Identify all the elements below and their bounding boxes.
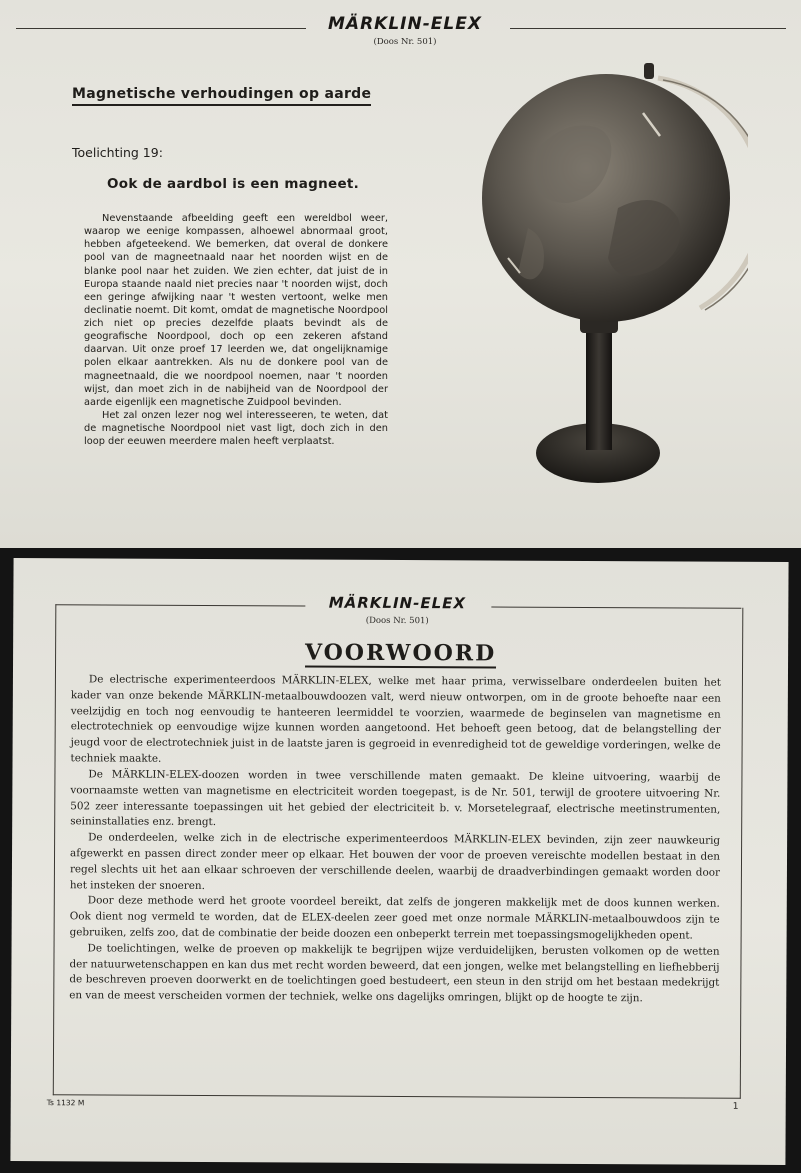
brand-title: MÄRKLIN-ELEX — [328, 14, 482, 34]
explanation-label: Toelichting 19: — [72, 145, 163, 160]
bottom-body-text — [69, 672, 721, 1007]
top-frame-line-left — [16, 28, 306, 29]
bottom-page — [10, 558, 788, 1165]
brand-subtitle: (Doos Nr. 501) — [373, 37, 437, 47]
globe-sphere — [482, 74, 730, 322]
page-number: 1 — [732, 1101, 739, 1112]
paragraph: De toelichtingen, welke de proeven op makkelijk te begrijpen wijze verduidelijken, berusten volkomen op de wetten der natuurwetenschappen en kan dus met recht worden beweerd, dat een jongen, welke met belangstelling en liefhebberij de beschreven proeven doorwerkt en de toelichtingen goed bestudeert, een steun in den strijd om het bestaan medekrijgt en van de meest verscheiden vormen der techniek, welke ons dagelijks omringen, blijkt op de hoogte te zijn. — [69, 942, 720, 1005]
globe-stem — [586, 320, 612, 450]
top-page — [0, 0, 801, 548]
paragraph: Door deze methode werd het groote voordeel bereikt, dat zelfs de jongeren makkelijk met de doos kunnen werken. Ook dient nog vermeld te worden, dat de ELEX-deelen zeer goed met onze normale MÄRKLIN-metaalbouwdoos zijn te gebruiken, zelfs zoo, dat de combinatie der beide doozen een onbeperkt terrein met toepassingsmogelijkheden opent. — [69, 894, 720, 942]
top-body-text — [84, 212, 388, 448]
brand-subtitle: (Doos Nr. 501) — [365, 615, 429, 627]
paragraph: De electrische experimenteerdoos MÄRKLIN-ELEX, welke met haar prima, verwisselbare onderdeelen buiten het kader van onze bekende MÄRKLIN-metaalbouwdoozen valt, werd nieuw ontworpen, om in de groote behoefte naar een veelzijdig en toch nog eenvoudig te hanteeren leermiddel te voorzien, waarmede de beginselen van magnetisme en electrotechniek op eenvoudige wijze kunnen worden aangetoond. Het behoeft geen betoog, dat de belangstelling der jeugd voor de electrotechniek juist in de laatste jaren is gegroeid in evenredigheid tot de geweldige vorderingen, welke de techniek maakte. — [70, 673, 721, 765]
page-title-text: VOORWOORD — [304, 639, 497, 667]
page-title — [13, 638, 788, 668]
brand-title: MÄRKLIN-ELEX — [328, 593, 467, 613]
section-title: Magnetische verhoudingen op aarde — [72, 86, 371, 106]
explanation-heading: Ook de aardbol is een magneet. — [107, 176, 360, 192]
paragraph: De onderdeelen, welke zich in de electrische experimenteerdoos MÄRKLIN-ELEX bevinden, zijn zeer nauwkeurig afgewerkt en passen direct zonder meer op elkaar. Het bouwen der voor de proeven vereischte modellen bestaat in den regel slechts uit het aan elkaar schroeven der verschillende deelen, waarbij de draadverbindingen gemaakt worden door het insteken der snoeren. — [69, 831, 721, 892]
top-frame-line-right — [510, 28, 786, 29]
paragraph: Nevenstaande afbeelding geeft een wereldbol weer, waarop we eenige kompassen, alhoewel abnormaal groot, hebben afgeteekend. We bemerken, dat overal de donkere pool van de magneetnaald naar het noorden wijst en de blanke pool naar het zuiden. We zien echter, dat juist de in Europa staande naald niet precies naar 't noorden wijst, doch een geringe afwijking naar 't westen vertoont, welke men declinatie noemt. Dit komt, omdat de magnetische Noordpool zich niet op precies dezelfde plaats bevindt als de geografische Noordpool, doch op een zekeren afstand daarvan. Uit onze proef 17 leerden we, dat ongelijknamige polen elkaar aantrekken. Als nu de donkere pool van de magneetnaald, die we noordpool noemen, naar 't noorden wijst, dan moet zich in de nabijheid van de Noordpool der aarde eigenlijk een magnetische Zuidpool bevinden. — [84, 213, 388, 408]
globe-illustration — [468, 58, 748, 498]
footer-code: Ts 1132 M — [46, 1098, 85, 1108]
paragraph: De MÄRKLIN-ELEX-doozen worden in twee verschillende maten gemaakt. De kleine uitvoering, waarbij de voornaamste wetten van magnetisme en electriciteit worden toegepast, is de Nr. 501, terwijl de grootere uitvoering Nr. 502 zeer interessante toepassingen uit het gebied der electriciteit b. v. Morsetelegraaf, electrische meetinstrumenten, seininstallaties enz. brengt. — [70, 768, 721, 829]
globe-axis-cap — [644, 63, 654, 79]
paragraph: Het zal onzen lezer nog wel interesseeren, te weten, dat de magnetische Noordpool niet vast ligt, doch zich in den loop der eeuwen meerdere malen heeft verplaatst. — [84, 409, 388, 448]
